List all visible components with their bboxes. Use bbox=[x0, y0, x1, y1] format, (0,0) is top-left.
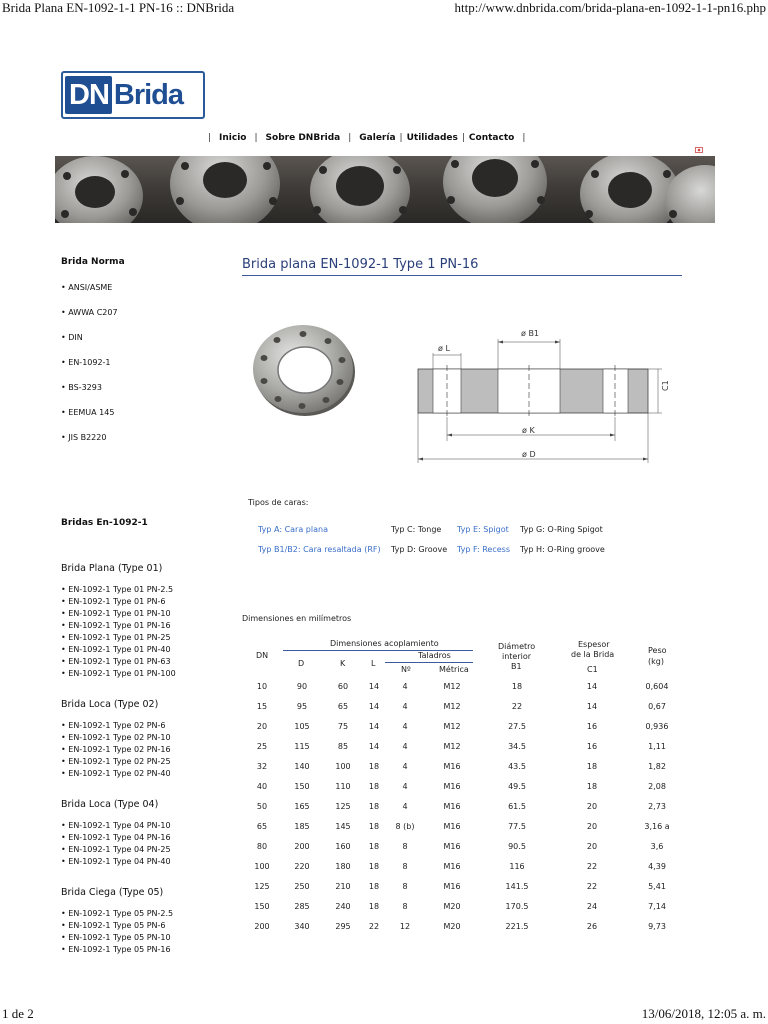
table-cell: 20 bbox=[586, 802, 598, 811]
sidebar-link-item[interactable]: • EN-1092-1 Type 02 PN-16 bbox=[61, 745, 171, 754]
tipo-cara-text: Typ G: O-Ring Spigot bbox=[520, 525, 603, 534]
sidebar-link-item[interactable]: • EN-1092-1 Type 01 PN-10 bbox=[61, 609, 171, 618]
table-cell: 8 bbox=[402, 882, 408, 891]
table-cell: 180 bbox=[335, 862, 351, 871]
table-cell: 18 bbox=[586, 762, 598, 771]
sidebar-link-item[interactable]: • EN-1092-1 Type 02 PN-40 bbox=[61, 769, 171, 778]
table-cell: 18 bbox=[368, 822, 380, 831]
table-cell: M12 bbox=[443, 722, 461, 731]
table-cell: 15 bbox=[256, 702, 268, 711]
th-esp2: de la Brida bbox=[571, 650, 615, 659]
table-cell: 4 bbox=[402, 802, 408, 811]
table-cell: 16 bbox=[586, 742, 598, 751]
sidebar-group-title: Brida Plana (Type 01) bbox=[61, 563, 163, 574]
table-cell: 43.5 bbox=[508, 762, 526, 771]
th-peso1: Peso bbox=[648, 646, 667, 655]
table-cell: 8 bbox=[402, 862, 408, 871]
sidebar-link-item[interactable]: • EN-1092-1 Type 01 PN-63 bbox=[61, 657, 171, 666]
logo-brida: Brida bbox=[113, 78, 184, 111]
table-cell: 185 bbox=[294, 822, 310, 831]
table-cell: 60 bbox=[337, 682, 349, 691]
sidebar-link-item[interactable]: • EN-1092-1 Type 04 PN-16 bbox=[61, 833, 171, 842]
table-cell: 14 bbox=[586, 702, 598, 711]
table-cell: M16 bbox=[443, 782, 461, 791]
th-dn: DN bbox=[256, 651, 269, 660]
table-cell: 20 bbox=[586, 822, 598, 831]
tipo-cara-link[interactable]: Typ A: Cara plana bbox=[258, 525, 328, 534]
table-cell: 50 bbox=[256, 802, 268, 811]
print-datetime: 13/06/2018, 12:05 a. m. bbox=[641, 1006, 766, 1021]
table-cell: 150 bbox=[294, 782, 310, 791]
tipo-cara-text: Typ C: Tonge bbox=[391, 525, 442, 534]
table-cell: 24 bbox=[586, 902, 598, 911]
sidebar-link-item[interactable]: • EN-1092-1 Type 04 PN-40 bbox=[61, 857, 171, 866]
table-cell: M12 bbox=[443, 742, 461, 751]
th-peso2: (kg) bbox=[648, 657, 664, 666]
table-cell: 200 bbox=[254, 922, 270, 931]
table-cell: 25 bbox=[256, 742, 268, 751]
table-cell: 340 bbox=[294, 922, 310, 931]
table-cell: 9,73 bbox=[648, 922, 666, 931]
th-k: K bbox=[340, 659, 346, 668]
table-cell: 4 bbox=[402, 742, 408, 751]
sidebar-norma-item[interactable]: • DIN bbox=[61, 333, 83, 342]
nav-contacto[interactable]: Contacto bbox=[468, 133, 515, 143]
table-cell: 210 bbox=[335, 882, 351, 891]
table-cell: 4 bbox=[402, 722, 408, 731]
label-l: ø L bbox=[438, 344, 450, 353]
table-cell: 22 bbox=[368, 922, 380, 931]
table-cell: 90 bbox=[296, 682, 308, 691]
nav-sobre[interactable]: Sobre DNBrida bbox=[265, 133, 341, 143]
sidebar-link-item[interactable]: • EN-1092-1 Type 02 PN-6 bbox=[61, 721, 166, 730]
table-cell: M12 bbox=[443, 682, 461, 691]
sidebar-norma-item[interactable]: • ANSI/ASME bbox=[61, 283, 113, 292]
table-cell: 65 bbox=[337, 702, 349, 711]
sidebar-link-item[interactable]: • EN-1092-1 Type 01 PN-100 bbox=[61, 669, 176, 678]
th-diam3: B1 bbox=[511, 662, 522, 671]
table-cell: 65 bbox=[256, 822, 268, 831]
table-cell: 4 bbox=[402, 762, 408, 771]
table-cell: 27.5 bbox=[508, 722, 526, 731]
table-cell: M16 bbox=[443, 882, 461, 891]
flange-photo bbox=[250, 320, 360, 420]
table-cell: 18 bbox=[368, 882, 380, 891]
table-cell: M16 bbox=[443, 822, 461, 831]
table-cell: 125 bbox=[254, 882, 270, 891]
th-taladros: Taladros bbox=[418, 651, 451, 660]
table-cell: 90.5 bbox=[508, 842, 526, 851]
sidebar-group-title: Brida Loca (Type 02) bbox=[61, 699, 159, 710]
table-cell: 200 bbox=[294, 842, 310, 851]
dnbrida-logo[interactable] bbox=[61, 71, 205, 119]
table-cell: 22 bbox=[511, 702, 523, 711]
table-cell: 0,67 bbox=[648, 702, 666, 711]
tipo-cara-link[interactable]: Typ B1/B2: Cara resaltada (RF) bbox=[258, 545, 381, 554]
table-cell: 221.5 bbox=[505, 922, 529, 931]
print-page-title: Brida Plana EN-1092-1-1 PN-16 :: DNBrida bbox=[2, 0, 235, 15]
table-cell: M16 bbox=[443, 862, 461, 871]
table-cell: 16 bbox=[586, 722, 598, 731]
sidebar-norma-item[interactable]: • JIS B2220 bbox=[61, 433, 107, 442]
table-cell: 18 bbox=[368, 862, 380, 871]
table-cell: 18 bbox=[368, 762, 380, 771]
main-nav: | Inicio | Sobre DNBrida | Galería | Utilidades | Contacto | bbox=[208, 133, 526, 143]
dims-label: Dimensiones en milímetros bbox=[242, 614, 352, 623]
th-diam1: Diámetro bbox=[498, 642, 536, 651]
sidebar-link-item[interactable]: • EN-1092-1 Type 04 PN-25 bbox=[61, 845, 171, 854]
table-cell: 3,6 bbox=[650, 842, 664, 851]
title-underline bbox=[242, 275, 682, 276]
table-cell: 7,14 bbox=[648, 902, 666, 911]
th-taladros-rule bbox=[385, 662, 473, 663]
table-cell: 18 bbox=[368, 802, 380, 811]
table-cell: 240 bbox=[335, 902, 351, 911]
table-cell: 32 bbox=[256, 762, 268, 771]
sidebar-link-item[interactable]: • EN-1092-1 Type 05 PN-10 bbox=[61, 933, 171, 942]
table-cell: M16 bbox=[443, 842, 461, 851]
table-cell: 170.5 bbox=[505, 902, 529, 911]
table-cell: 26 bbox=[586, 922, 598, 931]
table-cell: 125 bbox=[335, 802, 351, 811]
table-cell: 160 bbox=[335, 842, 351, 851]
label-d: ø D bbox=[522, 450, 536, 459]
table-cell: 61.5 bbox=[508, 802, 526, 811]
print-url: http://www.dnbrida.com/brida-plana-en-1092-1-1-pn16.php bbox=[454, 0, 766, 15]
sidebar-norma-item[interactable]: • EEMUA 145 bbox=[61, 408, 115, 417]
nav-inicio[interactable]: Inicio bbox=[219, 133, 247, 143]
sidebar-norma-item[interactable]: • AWWA C207 bbox=[61, 308, 118, 317]
table-cell: 8 (b) bbox=[395, 822, 415, 831]
tipo-cara-text: Typ D: Groove bbox=[391, 545, 448, 554]
sidebar-link-item[interactable]: • EN-1092-1 Type 05 PN-16 bbox=[61, 945, 171, 954]
sidebar-group-title: Brida Loca (Type 04) bbox=[61, 799, 159, 810]
table-cell: 4 bbox=[402, 702, 408, 711]
table-cell: 14 bbox=[368, 722, 380, 731]
table-cell: 22 bbox=[586, 882, 598, 891]
sidebar-norma-item[interactable]: • EN-1092-1 bbox=[61, 358, 111, 367]
th-metrica: Métrica bbox=[439, 665, 469, 674]
tipo-cara-text: Typ H: O-Ring groove bbox=[520, 545, 605, 554]
table-cell: 4 bbox=[402, 782, 408, 791]
nav-galeria[interactable]: Galería bbox=[359, 133, 396, 143]
tipo-cara-link[interactable]: Typ E: Spigot bbox=[457, 525, 509, 534]
table-cell: 10 bbox=[256, 682, 268, 691]
th-acoplamiento: Dimensiones acoplamiento bbox=[330, 639, 439, 648]
table-cell: 4,39 bbox=[648, 862, 666, 871]
table-cell: 100 bbox=[254, 862, 270, 871]
table-cell: 100 bbox=[335, 762, 351, 771]
flange-section-diagram bbox=[410, 325, 675, 465]
table-cell: 75 bbox=[337, 722, 349, 731]
table-cell: 85 bbox=[337, 742, 349, 751]
table-cell: 141.5 bbox=[505, 882, 529, 891]
sidebar-link-item[interactable]: • EN-1092-1 Type 04 PN-10 bbox=[61, 821, 171, 830]
table-cell: 14 bbox=[368, 702, 380, 711]
table-cell: 1,82 bbox=[648, 762, 666, 771]
table-cell: 4 bbox=[402, 682, 408, 691]
table-cell: 115 bbox=[294, 742, 310, 751]
sidebar-norma-item[interactable]: • BS-3293 bbox=[61, 383, 102, 392]
label-c1: C1 bbox=[661, 380, 670, 391]
sidebar-link-item[interactable]: • EN-1092-1 Type 01 PN-16 bbox=[61, 621, 171, 630]
table-cell: M20 bbox=[443, 922, 461, 931]
table-cell: 34.5 bbox=[508, 742, 526, 751]
label-k: ø K bbox=[522, 426, 535, 435]
sidebar-link-item[interactable]: • EN-1092-1 Type 01 PN-25 bbox=[61, 633, 171, 642]
table-cell: 40 bbox=[256, 782, 268, 791]
th-n: Nº bbox=[401, 665, 411, 674]
table-cell: 3,16 a bbox=[644, 822, 670, 831]
table-cell: 295 bbox=[335, 922, 351, 931]
sidebar-link-item[interactable]: • EN-1092-1 Type 02 PN-10 bbox=[61, 733, 171, 742]
print-page-number: 1 de 2 bbox=[2, 1006, 34, 1021]
tipos-label: Tipos de caras: bbox=[248, 498, 309, 507]
th-diam2: interior bbox=[502, 652, 532, 661]
nav-utilidades[interactable]: Utilidades bbox=[406, 133, 458, 143]
table-cell: 18 bbox=[368, 842, 380, 851]
table-cell: M16 bbox=[443, 762, 461, 771]
table-cell: 14 bbox=[586, 682, 598, 691]
table-cell: 220 bbox=[294, 862, 310, 871]
th-l: L bbox=[371, 659, 376, 668]
sidebar-link-item[interactable]: • EN-1092-1 Type 01 PN-40 bbox=[61, 645, 171, 654]
table-cell: 105 bbox=[294, 722, 310, 731]
table-cell: M12 bbox=[443, 702, 461, 711]
page-title: Brida plana EN-1092-1 Type 1 PN-16 bbox=[242, 257, 479, 272]
table-cell: 14 bbox=[368, 682, 380, 691]
table-cell: 77.5 bbox=[508, 822, 526, 831]
logo-dn: DN bbox=[65, 76, 112, 114]
table-cell: 20 bbox=[586, 842, 598, 851]
table-cell: 80 bbox=[256, 842, 268, 851]
table-cell: 8 bbox=[402, 842, 408, 851]
table-cell: M16 bbox=[443, 802, 461, 811]
table-cell: 250 bbox=[294, 882, 310, 891]
table-cell: 145 bbox=[335, 822, 351, 831]
table-cell: M20 bbox=[443, 902, 461, 911]
sidebar-link-item[interactable]: • EN-1092-1 Type 02 PN-25 bbox=[61, 757, 171, 766]
table-cell: 49.5 bbox=[508, 782, 526, 791]
table-cell: 2,08 bbox=[648, 782, 666, 791]
sidebar-link-item[interactable]: • EN-1092-1 Type 05 PN-2.5 bbox=[61, 909, 174, 918]
th-d: D bbox=[298, 659, 305, 668]
sidebar-link-item[interactable]: • EN-1092-1 Type 01 PN-6 bbox=[61, 597, 166, 606]
table-cell: 116 bbox=[509, 862, 525, 871]
table-cell: 18 bbox=[511, 682, 523, 691]
table-cell: 20 bbox=[256, 722, 268, 731]
table-cell: 18 bbox=[368, 902, 380, 911]
table-cell: 165 bbox=[294, 802, 310, 811]
label-b1: ø B1 bbox=[521, 329, 540, 338]
table-cell: 12 bbox=[399, 922, 411, 931]
sidebar-heading-en1092: Bridas En-1092-1 bbox=[61, 518, 148, 528]
table-cell: 1,11 bbox=[648, 742, 666, 751]
broken-image-icon bbox=[695, 138, 703, 144]
th-esp1: Espesor bbox=[578, 640, 610, 649]
table-cell: 22 bbox=[586, 862, 598, 871]
table-cell: 285 bbox=[294, 902, 310, 911]
table-cell: 140 bbox=[294, 762, 310, 771]
table-cell: 18 bbox=[586, 782, 598, 791]
table-cell: 95 bbox=[296, 702, 308, 711]
table-cell: 0,604 bbox=[645, 682, 669, 691]
table-cell: 150 bbox=[254, 902, 270, 911]
banner-image bbox=[55, 156, 715, 223]
table-cell: 8 bbox=[402, 902, 408, 911]
table-cell: 5,41 bbox=[648, 882, 666, 891]
table-cell: 14 bbox=[368, 742, 380, 751]
table-cell: 2,73 bbox=[648, 802, 666, 811]
table-cell: 110 bbox=[335, 782, 351, 791]
tipo-cara-link[interactable]: Typ F: Recess bbox=[457, 545, 510, 554]
table-cell: 0,936 bbox=[645, 722, 669, 731]
table-cell: 18 bbox=[368, 782, 380, 791]
sidebar-group-title: Brida Ciega (Type 05) bbox=[61, 887, 164, 898]
sidebar-heading-norma: Brida Norma bbox=[61, 257, 125, 267]
sidebar-link-item[interactable]: • EN-1092-1 Type 01 PN-2.5 bbox=[61, 585, 174, 594]
sidebar-link-item[interactable]: • EN-1092-1 Type 05 PN-6 bbox=[61, 921, 166, 930]
th-esp3: C1 bbox=[587, 665, 598, 674]
